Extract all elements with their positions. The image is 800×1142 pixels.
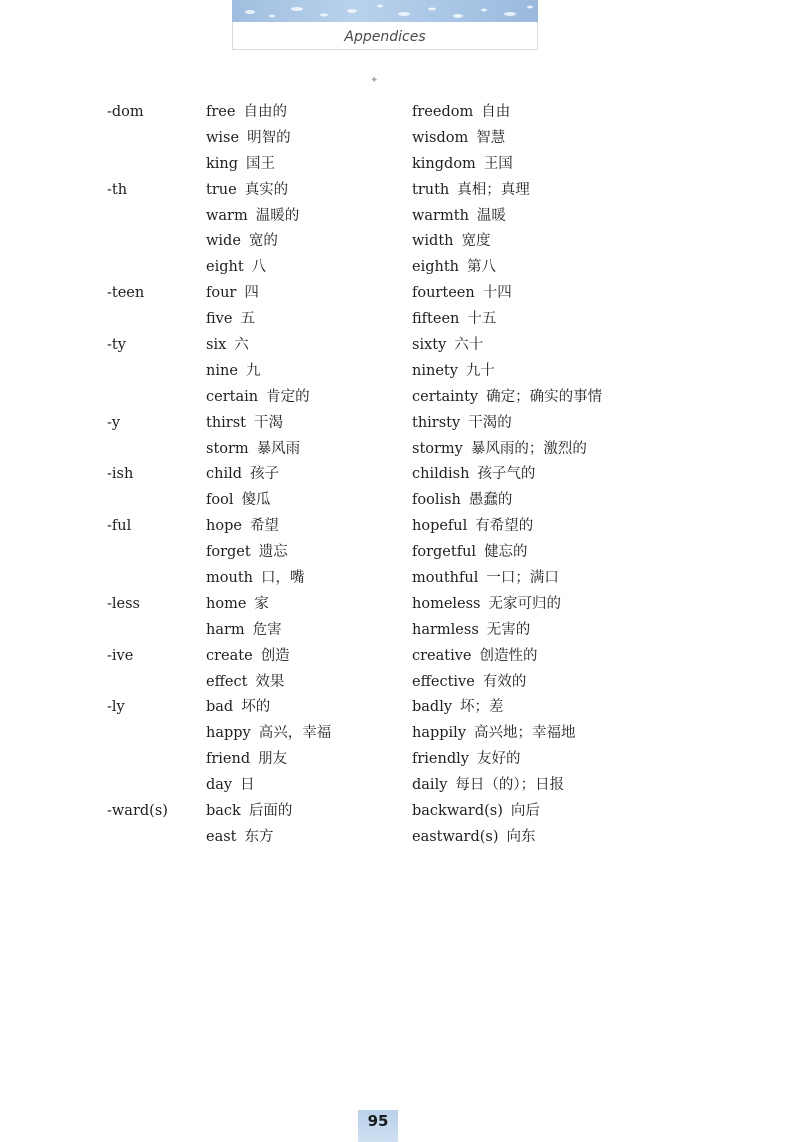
base-word-chinese: 五 [240, 311, 255, 328]
derived-word [412, 333, 483, 359]
derived-word [412, 385, 602, 411]
base-word-chinese: 创造 [260, 647, 290, 664]
ornament-mark: ✦ [370, 75, 379, 86]
derived-word [412, 359, 495, 385]
derived-word [412, 644, 538, 670]
table-row [0, 592, 800, 618]
derived-word-english: hopeful [412, 518, 468, 535]
derived-word-chinese: 创造性的 [479, 647, 538, 664]
derived-word [412, 670, 526, 696]
base-word-english: harm [206, 621, 245, 638]
base-word [206, 644, 290, 670]
table-row [0, 644, 800, 670]
derived-word-chinese: 愚蠢的 [468, 492, 513, 509]
base-word-english: mouth [206, 570, 253, 587]
base-word [206, 126, 291, 152]
derived-word [412, 488, 512, 514]
base-word-chinese: 家 [254, 595, 269, 612]
derived-word [412, 540, 528, 566]
base-word-english: day [206, 777, 233, 794]
base-word-chinese: 希望 [249, 518, 279, 535]
base-word [206, 462, 279, 488]
base-word-english: hope [206, 518, 242, 535]
derived-word-english: forgetful [412, 544, 477, 561]
suffix-label: -ward(s) [107, 803, 168, 820]
suffix-label: -ish [107, 466, 134, 483]
base-word [206, 670, 284, 696]
base-word [206, 333, 249, 359]
table-row [0, 488, 800, 514]
base-word [206, 178, 288, 204]
base-word-english: four [206, 285, 237, 302]
base-word-english: certain [206, 388, 259, 405]
derived-word-english: fifteen [412, 311, 460, 328]
base-word [206, 514, 279, 540]
derived-word-chinese: 干渴的 [468, 414, 512, 431]
base-word-english: king [206, 155, 239, 172]
derived-word-english: backward(s) [412, 803, 503, 820]
base-word-english: nine [206, 362, 238, 379]
table-row [0, 178, 800, 204]
table-row [0, 307, 800, 333]
derived-word-chinese: 无害的 [486, 621, 531, 638]
base-word [206, 437, 300, 463]
base-word-english: forget [206, 544, 251, 561]
suffix-label: -dom [107, 104, 144, 120]
table-row [0, 670, 800, 696]
derived-word-chinese: 自由 [481, 104, 511, 120]
base-word-english: effect [206, 673, 248, 690]
table-row [0, 721, 800, 747]
base-word-english: storm [206, 440, 249, 457]
derived-word-english: friendly [412, 751, 469, 768]
base-word [206, 540, 288, 566]
base-word-chinese: 四 [244, 285, 259, 302]
derived-word-chinese: 有希望的 [475, 518, 534, 535]
derived-word-chinese: 每日（的）；日报 [455, 777, 565, 794]
base-word-chinese: 八 [251, 259, 267, 276]
derived-word-english: harmless [412, 621, 479, 638]
table-row [0, 411, 800, 437]
base-word-english: back [206, 803, 241, 820]
derived-word-english: homeless [412, 595, 481, 612]
derived-word-english: thirsty [412, 414, 461, 431]
base-word-english: bad [206, 699, 234, 716]
derived-word-english: childish [412, 466, 470, 483]
base-word-english: east [206, 828, 237, 845]
base-word [206, 204, 299, 230]
base-word [206, 618, 282, 644]
base-word-chinese: 温暖的 [255, 207, 300, 224]
derived-word [412, 126, 505, 152]
base-word-chinese: 朋友 [258, 751, 288, 768]
derived-word-english: stormy [412, 440, 463, 457]
base-word-chinese: 自由的 [243, 104, 287, 120]
base-word-english: child [206, 466, 243, 483]
base-word-english: six [206, 337, 227, 354]
base-word-chinese: 真实的 [244, 181, 289, 198]
suffix-label: -ive [107, 647, 134, 664]
base-word-english: warm [206, 207, 248, 224]
table-row [0, 514, 800, 540]
table-row [0, 799, 800, 825]
table-row [0, 281, 800, 307]
base-word-chinese: 后面的 [248, 803, 293, 820]
derived-word-chinese: 宽度 [461, 233, 491, 250]
derived-word [412, 514, 533, 540]
base-word [206, 695, 270, 721]
base-word [206, 721, 331, 747]
header-banner [232, 0, 538, 22]
derived-word-english: daily [412, 777, 448, 794]
base-word [206, 773, 255, 799]
derived-word [412, 695, 504, 721]
base-word-english: friend [206, 751, 251, 768]
derived-word [412, 721, 576, 747]
derived-word-chinese: 真相；真理 [457, 181, 530, 198]
base-word-english: happy [206, 725, 251, 742]
derived-word-chinese: 高兴地；幸福地 [474, 725, 576, 742]
table-row [0, 540, 800, 566]
derived-word-chinese: 向后 [510, 803, 540, 820]
section-title: Appendices [232, 22, 538, 50]
base-word [206, 799, 292, 825]
base-word-english: eight [206, 259, 244, 276]
base-word [206, 281, 259, 307]
derived-word [412, 281, 512, 307]
derived-word-chinese: 一口；满口 [486, 570, 559, 587]
derived-word [412, 178, 530, 204]
base-word-chinese: 干渴 [254, 414, 284, 431]
base-word-english: free [206, 104, 236, 120]
base-word-chinese: 坏的 [241, 699, 271, 716]
base-word-english: fool [206, 492, 234, 509]
derived-word-chinese: 第八 [467, 259, 497, 276]
derived-word [412, 825, 536, 851]
base-word-chinese: 九 [245, 362, 261, 379]
page-number: 95 [358, 1110, 398, 1142]
base-word [206, 592, 269, 618]
derived-word-chinese: 智慧 [476, 129, 506, 146]
table-row [0, 437, 800, 463]
derived-word [412, 152, 513, 178]
derived-word-english: eastward(s) [412, 828, 499, 845]
derived-word-chinese: 孩子气的 [477, 466, 536, 483]
suffix-label: -th [107, 181, 128, 198]
base-word-chinese: 孩子 [250, 466, 280, 483]
derived-word [412, 204, 506, 230]
suffix-label: -ty [107, 337, 126, 354]
table-row [0, 747, 800, 773]
derived-word [412, 229, 491, 255]
derived-word-chinese: 无家可归的 [488, 595, 561, 612]
table-row [0, 359, 800, 385]
derived-word-english: creative [412, 647, 472, 664]
base-word-chinese: 六 [234, 337, 249, 354]
table-row [0, 825, 800, 851]
suffix-label: -ly [107, 699, 125, 716]
derived-word [412, 592, 561, 618]
derived-word-english: wisdom [412, 129, 469, 146]
derived-word-chinese: 暴风雨的；激烈的 [470, 440, 587, 457]
derived-word-chinese: 健忘的 [484, 544, 528, 561]
derived-word-chinese: 六十 [454, 337, 484, 354]
derived-word [412, 100, 510, 126]
base-word-english: create [206, 647, 253, 664]
derived-word-chinese: 向东 [506, 828, 536, 845]
base-word [206, 411, 283, 437]
base-word [206, 747, 287, 773]
derived-word-english: happily [412, 725, 467, 742]
base-word [206, 229, 278, 255]
derived-word-chinese: 有效的 [482, 673, 527, 690]
table-row [0, 462, 800, 488]
suffix-label: -y [107, 414, 121, 431]
derived-word-english: warmth [412, 207, 469, 224]
derived-word-english: kingdom [412, 155, 476, 172]
suffix-label: -ful [107, 518, 132, 535]
base-word-chinese: 日 [240, 777, 255, 794]
table-row [0, 773, 800, 799]
base-word-english: five [206, 311, 233, 328]
derived-word-english: certainty [412, 388, 479, 405]
base-word [206, 255, 266, 281]
water-drops-decoration [232, 0, 538, 22]
derived-word-chinese: 确定；确实的事情 [486, 388, 603, 405]
derived-word-english: sixty [412, 337, 447, 354]
base-word-english: home [206, 595, 247, 612]
base-word [206, 359, 260, 385]
base-word-chinese: 肯定的 [266, 388, 310, 405]
suffix-label: -less [107, 595, 141, 612]
derived-word [412, 747, 520, 773]
base-word-english: true [206, 181, 237, 198]
table-row [0, 695, 800, 721]
base-word [206, 566, 304, 592]
base-word [206, 385, 310, 411]
base-word-chinese: 效果 [255, 673, 285, 690]
table-row [0, 100, 800, 126]
table-row [0, 255, 800, 281]
word-formation-table [0, 100, 800, 851]
derived-word-english: ninety [412, 362, 458, 379]
derived-word [412, 462, 535, 488]
base-word-chinese: 东方 [244, 828, 274, 845]
derived-word-chinese: 九十 [465, 362, 495, 379]
table-row [0, 333, 800, 359]
base-word [206, 152, 275, 178]
table-row [0, 204, 800, 230]
base-word-chinese: 遗忘 [258, 544, 288, 561]
base-word [206, 100, 287, 126]
base-word [206, 825, 274, 851]
base-word-english: wise [206, 129, 240, 146]
base-word-chinese: 国王 [246, 155, 276, 172]
derived-word-english: mouthful [412, 570, 479, 587]
derived-word-english: badly [412, 699, 453, 716]
base-word-chinese: 宽的 [248, 233, 278, 250]
derived-word [412, 773, 564, 799]
derived-word [412, 411, 512, 437]
derived-word-english: freedom [412, 104, 474, 120]
base-word-english: thirst [206, 414, 247, 431]
base-word-chinese: 高兴，幸福 [258, 725, 332, 742]
base-word-chinese: 傻瓜 [241, 492, 271, 509]
base-word-chinese: 暴风雨 [256, 440, 301, 457]
derived-word-chinese: 十五 [467, 311, 497, 328]
derived-word-chinese: 王国 [483, 155, 513, 172]
table-row [0, 126, 800, 152]
derived-word [412, 618, 530, 644]
derived-word-english: fourteen [412, 285, 475, 302]
base-word-chinese: 危害 [252, 621, 282, 638]
table-row [0, 566, 800, 592]
base-word [206, 307, 255, 333]
derived-word [412, 307, 496, 333]
table-row [0, 229, 800, 255]
derived-word-chinese: 坏；差 [460, 699, 504, 716]
derived-word-chinese: 友好的 [476, 751, 521, 768]
base-word-english: wide [206, 233, 241, 250]
derived-word-english: effective [412, 673, 475, 690]
base-word-chinese: 口，嘴 [260, 570, 305, 587]
derived-word [412, 255, 496, 281]
derived-word [412, 566, 559, 592]
table-row [0, 152, 800, 178]
table-row [0, 618, 800, 644]
derived-word-english: foolish [412, 492, 461, 509]
base-word-chinese: 明智的 [247, 129, 291, 146]
base-word [206, 488, 270, 514]
derived-word-chinese: 十四 [482, 285, 512, 302]
suffix-label: -teen [107, 285, 145, 302]
derived-word [412, 437, 587, 463]
derived-word-english: truth [412, 181, 450, 198]
derived-word-english: width [412, 233, 454, 250]
derived-word-english: eighth [412, 259, 460, 276]
table-row [0, 385, 800, 411]
derived-word-chinese: 温暖 [476, 207, 506, 224]
derived-word [412, 799, 540, 825]
